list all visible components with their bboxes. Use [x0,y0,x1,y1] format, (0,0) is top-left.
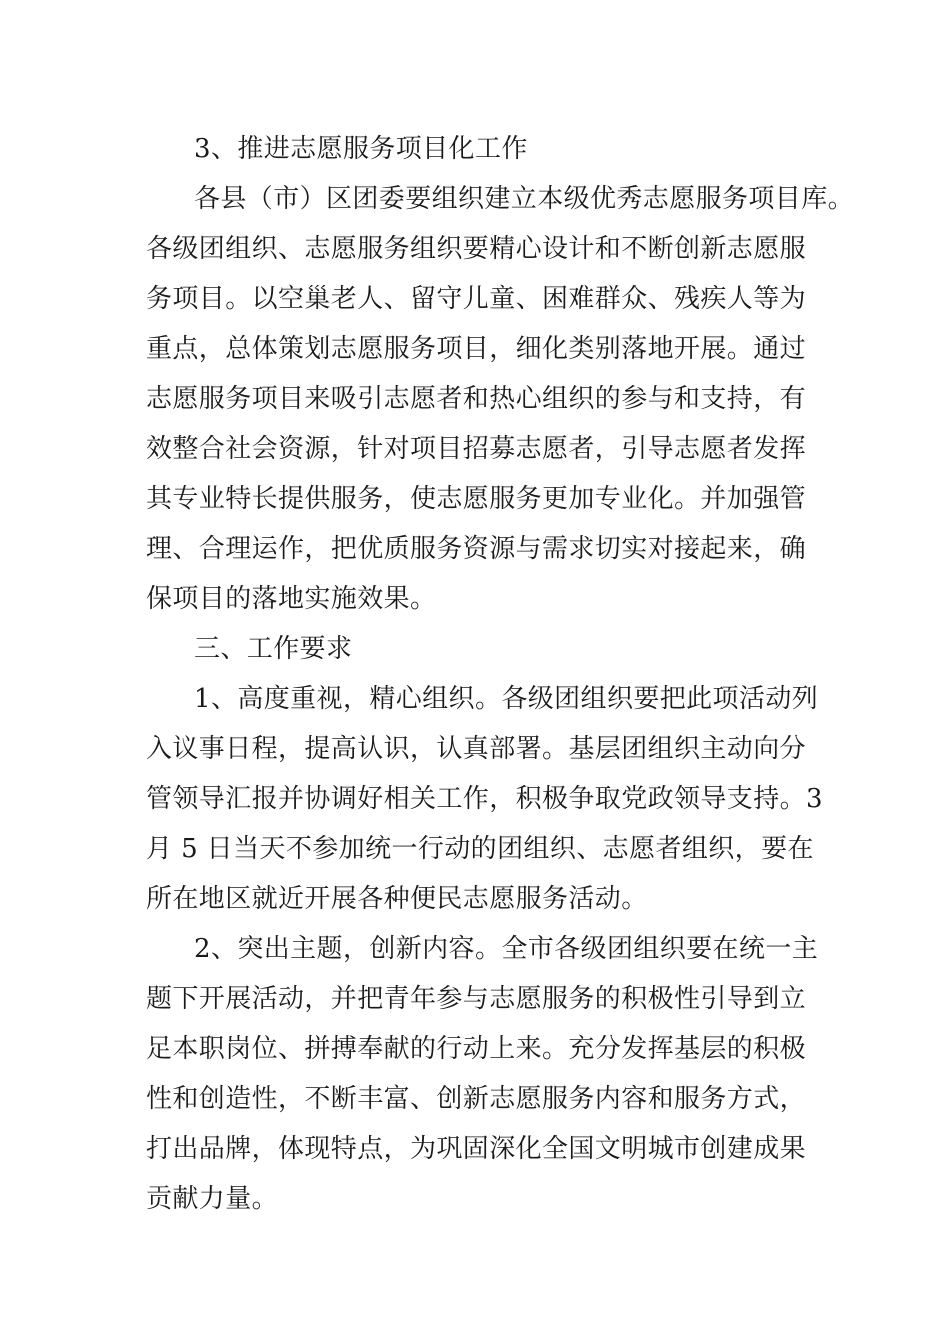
paragraph-line: 其专业特长提供服务，使志愿服务更加专业化。并加强管 [146,484,807,514]
paragraph-line: 务项目。以空巢老人、留守儿童、困难群众、残疾人等为 [146,284,807,314]
paragraph-line: 1、高度重视，精心组织。各级团组织要把此项活动列 [194,684,819,714]
paragraph-line: 各级团组织、志愿服务组织要精心设计和不断创新志愿服 [146,234,807,264]
paragraph-line: 效整合社会资源，针对项目招募志愿者，引导志愿者发挥 [146,434,807,464]
paragraph-line: 入议事日程，提高认识，认真部署。基层团组织主动向分 [146,734,807,764]
paragraph-line: 保项目的落地实施效果。 [146,584,437,614]
paragraph-line: 贡献力量。 [146,1184,279,1214]
part-three-heading: 三、工作要求 [194,634,353,664]
paragraph-line: 2、突出主题，创新内容。全市各级团组织要在统一主 [194,934,819,964]
section-heading-3: 3、推进志愿服务项目化工作 [194,134,528,164]
paragraph-line: 重点，总体策划志愿服务项目，细化类别落地开展。通过 [146,334,807,364]
paragraph-line: 题下开展活动，并把青年参与志愿服务的积极性引导到立 [146,984,807,1014]
paragraph-line: 性和创造性，不断丰富、创新志愿服务内容和服务方式， [146,1084,807,1114]
paragraph-line: 各县（市）区团委要组织建立本级优秀志愿服务项目库。 [194,184,855,214]
paragraph-line: 理、合理运作，把优质服务资源与需求切实对接起来，确 [146,534,807,564]
paragraph-line: 管领导汇报并协调好相关工作，积极争取党政领导支持。3 [146,784,823,814]
paragraph-line: 足本职岗位、拼搏奉献的行动上来。充分发挥基层的积极 [146,1034,807,1064]
paragraph-line: 打出品牌，体现特点，为巩固深化全国文明城市创建成果 [146,1134,807,1164]
paragraph-line: 月 5 日当天不参加统一行动的团组织、志愿者组织，要在 [146,834,814,864]
paragraph-line: 志愿服务项目来吸引志愿者和热心组织的参与和支持，有 [146,384,807,414]
paragraph-line: 所在地区就近开展各种便民志愿服务活动。 [146,884,648,914]
